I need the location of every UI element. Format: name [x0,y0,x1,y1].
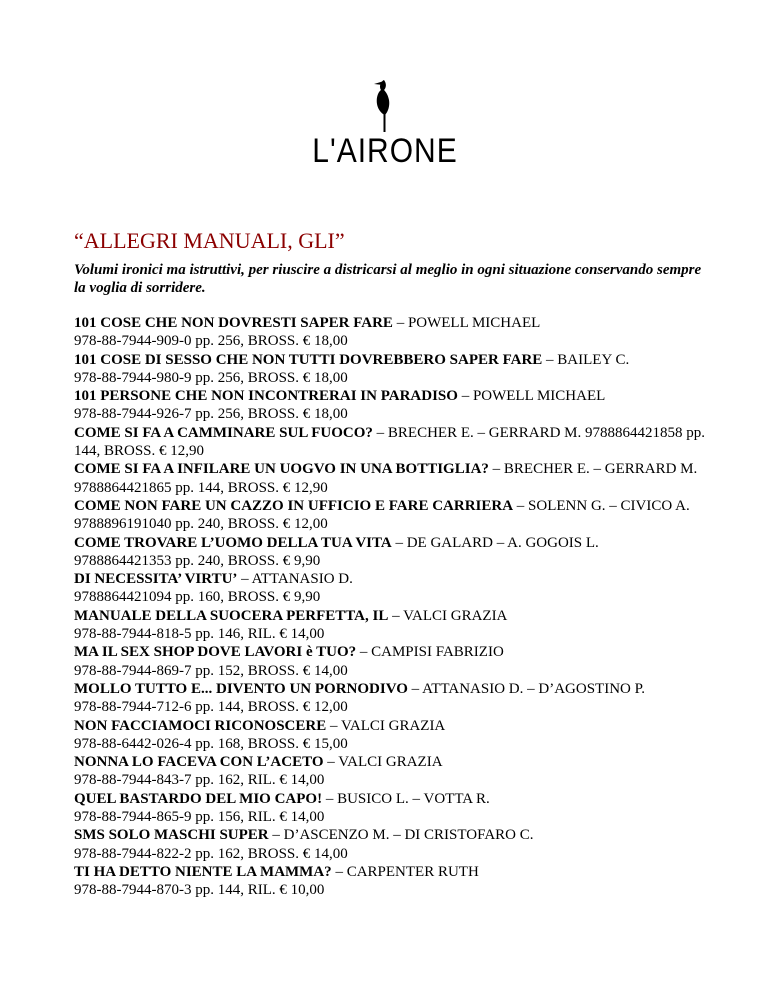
book-title: COME SI FA A INFILARE UN UOGVO IN UNA BOTTIGLIA? [74,461,489,478]
book-title: TI HA DETTO NIENTE LA MAMMA? [74,863,332,880]
book-author: – BAILEY C. [542,351,630,368]
book-title: 101 PERSONE CHE NON INCONTRERAI IN PARADISO [74,388,458,405]
book-info: 9788864421353 pp. 240, BROSS. € 9,90 [74,552,321,569]
book-author: – VALCI GRAZIA [388,607,508,624]
book-list [74,314,714,900]
book-author: – SOLENN G. – CIVICO A. 9788896191040 pp. 240, BROSS. € 12,00 [74,497,690,533]
list-item [74,607,714,644]
logo-text: L'AIRONE [312,132,458,170]
series-description: Volumi ironici ma istruttivi, per riuscire a districarsi al meglio in ogni situazione conservando sempre la voglia di sorridere. [74,262,702,296]
book-title: SMS SOLO MASCHI SUPER [74,827,269,844]
book-title: MOLLO TUTTO E... DIVENTO UN PORNODIVO [74,680,408,697]
book-author: – POWELL MICHAEL [457,388,606,405]
list-item [74,643,714,680]
book-title: QUEL BASTARDO DEL MIO CAPO! [74,790,323,807]
page-title: “ALLEGRI MANUALI, GLI” [74,228,345,253]
list-item [74,717,714,754]
heron-icon [360,78,410,134]
book-author: – POWELL MICHAEL [392,315,541,331]
book-title: COME SI FA A CAMMINARE SUL FUOCO? [74,424,373,441]
list-item [74,753,714,790]
list-item [74,387,714,424]
book-title: COME TROVARE L’UOMO DELLA TUA VITA [74,534,392,551]
book-author: – DE GALARD – A. GOGOIS L. [391,534,599,551]
book-title: MA IL SEX SHOP DOVE LAVORI è TUO? [74,644,357,661]
list-item [74,863,714,900]
list-item [74,826,714,863]
book-author: – D’ASCENZO M. – DI CRISTOFARO C. [268,827,534,844]
book-author: – VALCI GRAZIA [326,717,446,734]
book-author: – BRECHER E. – GERRARD M. 9788864421865 pp. 144, BROSS. € 12,90 [74,461,698,496]
book-info: 978-88-7944-870-3 pp. 144, RIL. € 10,00 [74,882,325,899]
book-author: – ATTANASIO D. – D’AGOSTINO P. [407,680,646,697]
list-item [74,424,714,461]
book-info: 978-88-7944-818-5 pp. 146, RIL. € 14,00 [74,626,325,643]
book-author: – ATTANASIO D. [237,571,353,588]
list-item [74,460,714,497]
book-author: – CAMPISI FABRIZIO [356,644,504,661]
book-info: 978-88-7944-865-9 pp. 156, RIL. € 14,00 [74,809,325,826]
list-item [74,351,714,388]
list-item [74,497,714,534]
book-info: 978-88-7944-843-7 pp. 162, RIL. € 14,00 [74,772,325,789]
book-author: – BRECHER E. – GERRARD M. 9788864421858 pp. 144, BROSS. € 12,90 [74,424,706,460]
book-info: 978-88-7944-712-6 pp. 144, BROSS. € 12,00 [74,699,348,716]
book-info: 978-88-7944-869-7 pp. 152, BROSS. € 14,00 [74,662,348,679]
publisher-logo [300,78,470,170]
book-info: 9788864421094 pp. 160, BROSS. € 9,90 [74,589,321,606]
book-title: 101 COSE CHE NON DOVRESTI SAPER FARE [74,315,393,331]
book-title: DI NECESSITA’ VIRTU’ [74,571,238,588]
book-title: COME NON FARE UN CAZZO IN UFFICIO E FARE CARRIERA [74,497,514,514]
book-title: NON FACCIAMOCI RICONOSCERE [74,717,327,734]
book-info: 978-88-7944-909-0 pp. 256, BROSS. € 18,00 [74,333,348,350]
book-title: MANUALE DELLA SUOCERA PERFETTA, IL [74,607,389,624]
list-item [74,314,714,351]
list-item [74,534,714,571]
book-title: NONNA LO FACEVA CON L’ACETO [74,754,324,771]
book-info: 978-88-6442-026-4 pp. 168, BROSS. € 15,00 [74,735,348,752]
list-item [74,570,714,607]
list-item [74,680,714,717]
book-author: – BUSICO L. – VOTTA R. [322,790,490,807]
book-title: 101 COSE DI SESSO CHE NON TUTTI DOVREBBERO SAPER FARE [74,351,543,368]
book-author: – CARPENTER RUTH [331,863,479,880]
book-info: 978-88-7944-926-7 pp. 256, BROSS. € 18,00 [74,406,348,423]
book-info: 978-88-7944-980-9 pp. 256, BROSS. € 18,00 [74,369,348,386]
book-info: 978-88-7944-822-2 pp. 162, BROSS. € 14,00 [74,845,348,862]
list-item [74,790,714,827]
book-author: – VALCI GRAZIA [323,754,443,771]
